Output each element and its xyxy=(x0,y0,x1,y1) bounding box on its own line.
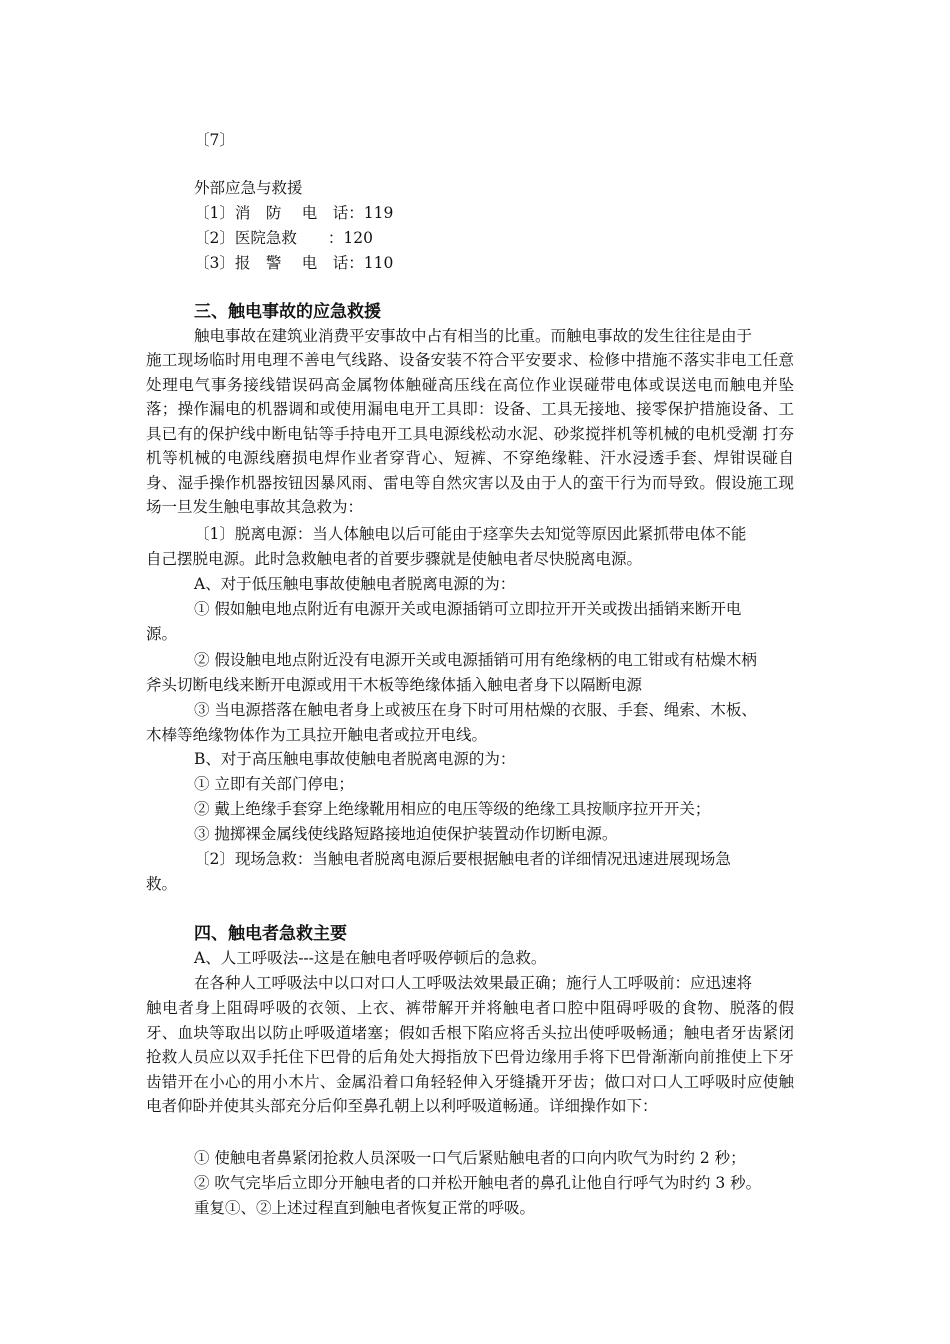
external-item-police: 〔3〕报 警 电 话：110 xyxy=(194,254,394,272)
section3-intro-body: 施工现场临时用电理不善电气线路、设备安装不符合平安要求、检修中措施不落实非电工任意处理电气事务接线错误码高金属物体触碰高压线在高位作业误碰带电体或误送电而触电并坠落；操作漏电的机器调和或使用漏电电开工具即：设备、工具无接地、接零保护措施设备、工具已有的保护线中断电钻等手持电开工具电源线松动水泥、砂浆搅拌机等机械的电机受潮 打夯机等机械的电源线磨损电焊作业者穿背心、短裤、不穿绝缘鞋、汗水浸透手套、焊钳误碰自身、湿手操作机器按钮因暴风雨、雷电等自然灾害以及由于人的蛮干行为而导致。假设施工现场一旦发生触电事故其急救为： xyxy=(146,351,794,516)
low-voltage-1-rest: 源。 xyxy=(146,625,178,643)
artificial-respiration-title: A、人工呼吸法---这是在触电者呼吸停顿后的急救。 xyxy=(194,949,547,967)
respiration-step-2: ② 吹气完毕后立即分开触电者的口并松开触电者的鼻孔让他自行呼气为时约 3 秒。 xyxy=(194,1174,762,1192)
low-voltage-2-rest: 斧头切断电线来断开电源或用干木板等绝缘体插入触电者身下以隔断电源 xyxy=(146,676,643,694)
external-item-hospital: 〔2〕医院急救 ：120 xyxy=(194,229,373,247)
low-voltage-title: A、对于低压触电事故使触电者脱离电源的为： xyxy=(194,575,516,593)
step2-first-line: 〔2〕现场急救：当触电者脱离电源后要根据触电者的详细情况迅速进展现场急 xyxy=(194,850,731,868)
high-voltage-2: ② 戴上绝缘手套穿上绝缘靴用相应的电压等级的绝缘工具按顺序拉开开关； xyxy=(194,800,711,818)
high-voltage-3: ③ 抛掷裸金属线使线路短路接地迫使保护装置动作切断电源。 xyxy=(194,825,618,843)
low-voltage-3-rest: 木棒等绝缘物体作为工具拉开触电者或拉开电线。 xyxy=(146,726,488,744)
section4-heading: 四、触电者急救主要 xyxy=(194,924,347,944)
high-voltage-1: ① 立即有关部门停电； xyxy=(194,775,354,793)
low-voltage-2-first: ② 假设触电地点附近没有电源开关或电源插销可用有绝缘柄的电工钳或有枯燥木柄 xyxy=(194,651,757,669)
high-voltage-title: B、对于高压触电事故使触电者脱离电源的为： xyxy=(194,750,516,768)
step1-first-line: 〔1〕脱离电源：当人体触电以后可能由于痉挛失去知觉等原因此紧抓带电体不能 xyxy=(194,525,747,543)
respiration-step-1: ① 使触电者鼻紧闭抢救人员深吸一口气后紧贴触电者的口向内吹气为时约 2 秒； xyxy=(194,1149,746,1167)
section3-heading: 三、触电事故的应急救援 xyxy=(194,302,381,322)
external-item-fire: 〔1〕消 防 电 话：119 xyxy=(194,204,394,222)
respiration-para-first-line: 在各种人工呼吸法中以口对口人工呼吸法效果最正确；施行人工呼吸前：应迅速将 xyxy=(194,974,753,992)
step1-rest: 自己摆脱电源。此时急救触电者的首要步骤就是使触电者尽快脱离电源。 xyxy=(146,550,643,568)
external-title: 外部应急与救援 xyxy=(194,179,303,197)
section3-intro-first-line: 触电事故在建筑业消费平安事故中占有相当的比重。而触电事故的发生往往是由于 xyxy=(194,327,753,345)
step2-rest: 救。 xyxy=(146,875,178,893)
low-voltage-3-first: ③ 当电源搭落在触电者身上或被压在身下时可用枯燥的衣服、手套、绳索、木板、 xyxy=(194,701,757,719)
respiration-repeat: 重复①、②上述过程直到触电者恢复正常的呼吸。 xyxy=(194,1199,536,1217)
top-note: 〔7〕 xyxy=(194,131,235,149)
low-voltage-1-first: ① 假如触电地点附近有电源开关或电源插销可立即拉开开关或拨出插销来断开电 xyxy=(194,600,742,618)
respiration-para-body: 触电者身上阻碍呼吸的衣领、上衣、裤带解开并将触电者口腔中阻碍呼吸的食物、脱落的假牙、血块等取出以防止呼吸道堵塞；假如舌根下陷应将舌头拉出使呼吸畅通；触电者牙齿紧闭抢救人员应以双手托住下巴骨的后角处大拇指放下巴骨边缘用手将下巴骨渐渐向前推使上下牙齿错开在小心的用小木片、金属沿着口角轻轻伸入牙缝撬开牙齿；做口对口人工呼吸时应使触电者仰卧并使其头部充分后仰至鼻孔朝上以利呼吸道畅通。详细操作如下： xyxy=(146,999,794,1115)
